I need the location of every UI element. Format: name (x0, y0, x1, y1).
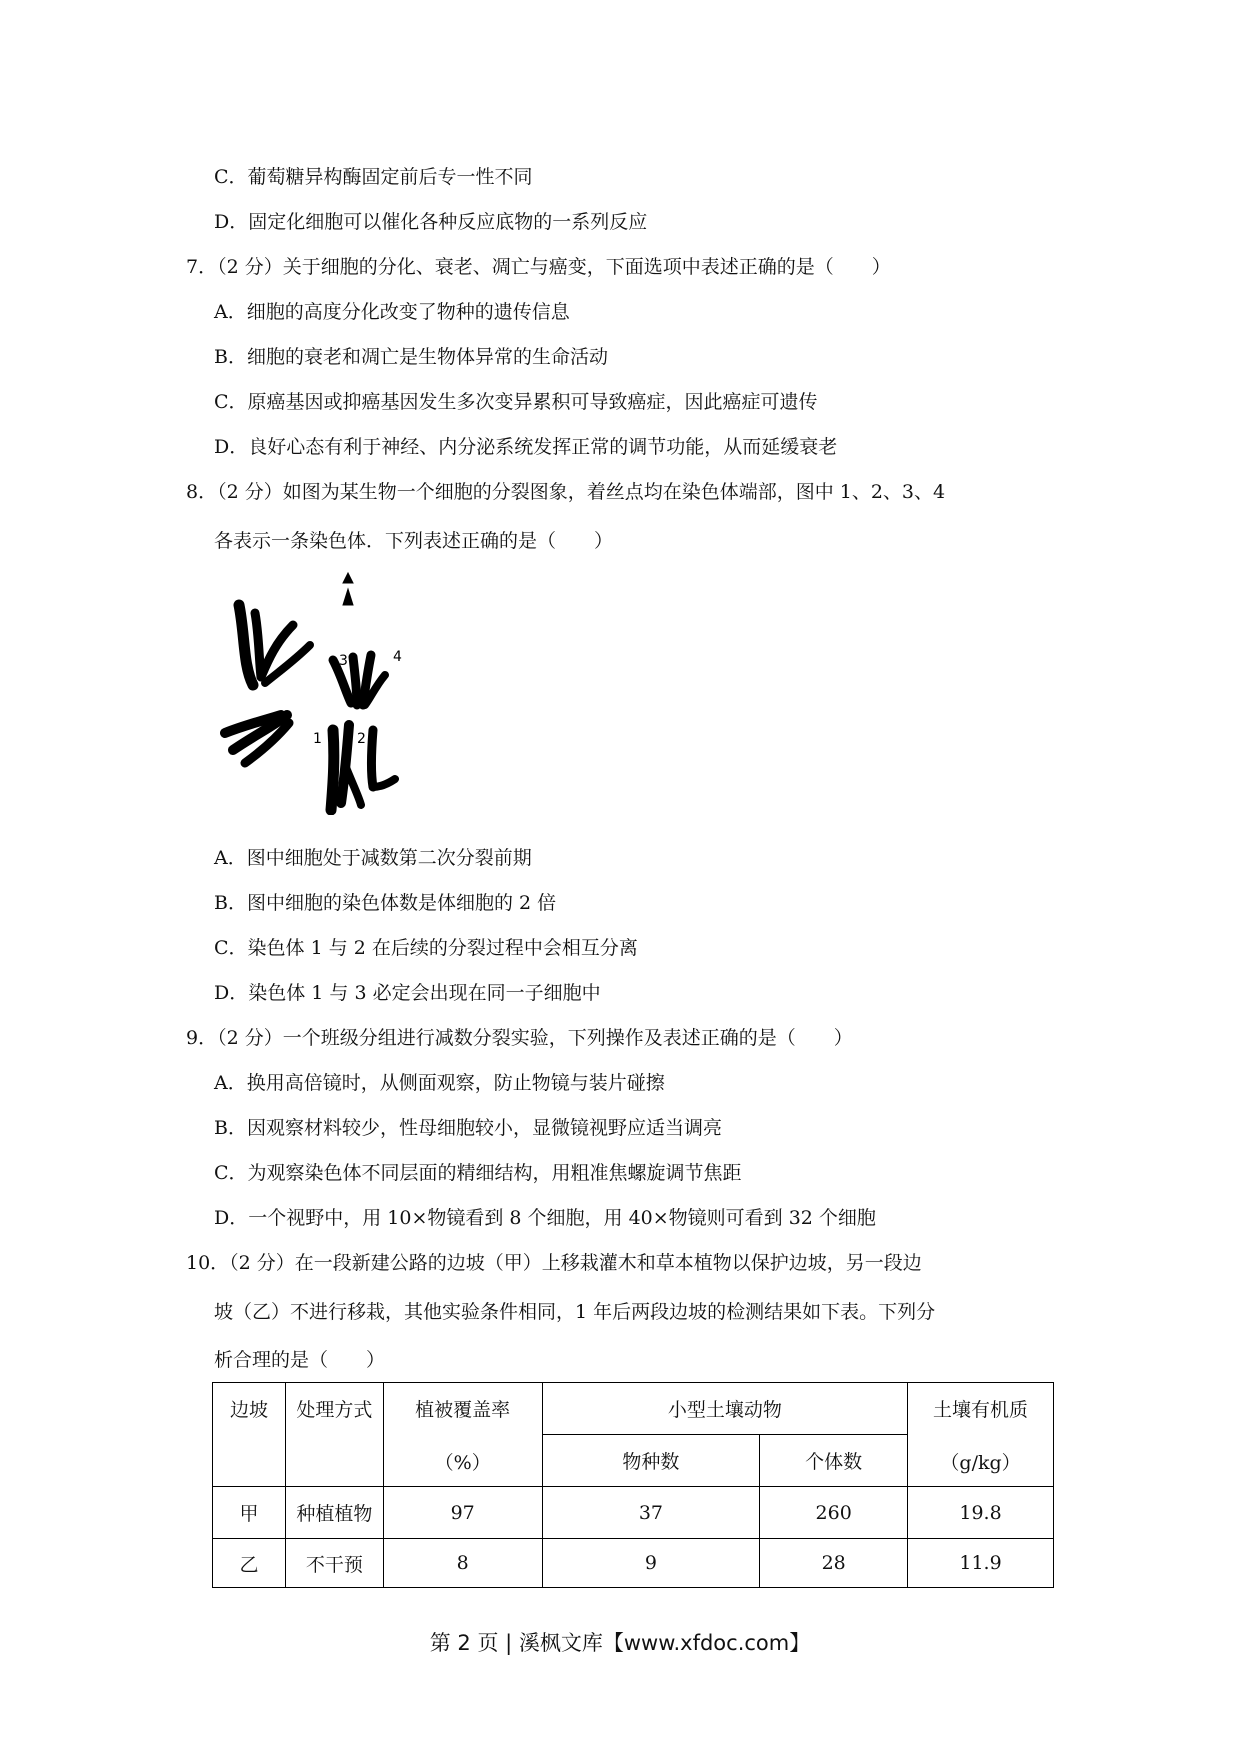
header-method: 处理方式 (285, 1383, 383, 1487)
cell-method: 种植植物 (285, 1487, 383, 1539)
q10-stem-line3: 析合理的是（ ） (214, 1349, 386, 1371)
q7-option-c: C．原癌基因或抑癌基因发生多次变异累积可导致癌症，因此癌症可遗传 (214, 391, 818, 413)
header-cover-label: 植被覆盖率 (415, 1399, 511, 1421)
header-soil-animals: 小型土壤动物 (542, 1383, 907, 1435)
cell-slope: 甲 (213, 1487, 286, 1539)
q9-option-a: A．换用高倍镜时，从侧面观察，防止物镜与装片碰擦 (214, 1072, 665, 1094)
q9-option-d: D．一个视野中，用 10×物镜看到 8 个细胞，用 40×物镜则可看到 32 个细胞 (214, 1207, 876, 1229)
header-organic-label: 土壤有机质 (933, 1399, 1029, 1421)
chromosome-label-4: 4 (393, 649, 402, 665)
q9-stem: 9．（2 分）一个班级分组进行减数分裂实验，下列操作及表述正确的是（ ） (186, 1027, 853, 1049)
table-row (213, 1539, 1054, 1588)
q9-option-c: C．为观察染色体不同层面的精细结构，用粗准焦螺旋调节焦距 (214, 1162, 742, 1184)
cell-method: 不干预 (285, 1539, 383, 1588)
table-row (213, 1487, 1054, 1539)
cell-organic: 11.9 (908, 1539, 1054, 1588)
cell-individuals: 260 (760, 1487, 908, 1539)
q8-stem-line1: 8．（2 分）如图为某生物一个细胞的分裂图象，着丝点均在染色体端部，图中 1、2、3、4 (186, 481, 946, 503)
cell-cover: 8 (383, 1539, 542, 1588)
q10-stem-line2: 坡（乙）不进行移栽，其他实验条件相同，1 年后两段边坡的检测结果如下表。下列分 (214, 1301, 936, 1323)
cell-individuals: 28 (760, 1539, 908, 1588)
cell-slope: 乙 (213, 1539, 286, 1588)
chromosome-label-1: 1 (313, 731, 322, 747)
header-individuals: 个体数 (760, 1435, 908, 1487)
q8-option-b: B．图中细胞的染色体数是体细胞的 2 倍 (214, 892, 557, 914)
q8-option-c: C．染色体 1 与 2 在后续的分裂过程中会相互分离 (214, 937, 638, 959)
cell-cover: 97 (383, 1487, 542, 1539)
q8-stem-line2: 各表示一条染色体．下列表述正确的是（ ） (214, 530, 614, 552)
cell-organic: 19.8 (908, 1487, 1054, 1539)
q7-stem: 7．（2 分）关于细胞的分化、衰老、凋亡与癌变，下面选项中表述正确的是（ ） (186, 256, 891, 278)
header-species: 物种数 (542, 1435, 760, 1487)
q6-option-d: D．固定化细胞可以催化各种反应底物的一系列反应 (214, 211, 648, 233)
chromosome-label-2: 2 (357, 731, 366, 747)
chromosome-label-3: 3 (339, 653, 348, 669)
q10-stem-line1: 10．（2 分）在一段新建公路的边坡（甲）上移栽灌木和草本植物以保护边坡，另一段边 (186, 1252, 922, 1274)
page-footer: 第 2 页 | 溪枫文库【www.xfdoc.com】 (429, 1631, 811, 1655)
header-organic (908, 1383, 1054, 1487)
q7-option-d: D．良好心态有利于神经、内分泌系统发挥正常的调节功能，从而延缓衰老 (214, 436, 838, 458)
q7-option-b: B．细胞的衰老和凋亡是生物体异常的生命活动 (214, 346, 608, 368)
q6-option-c: C．葡萄糖异构酶固定前后专一性不同 (214, 166, 533, 188)
q8-option-a: A．图中细胞处于减数第二次分裂前期 (214, 847, 532, 869)
q9-option-b: B．因观察材料较少，性母细胞较小，显微镜视野应适当调亮 (214, 1117, 722, 1139)
chromosome-figure (215, 565, 415, 815)
q8-option-d: D．染色体 1 与 3 必定会出现在同一子细胞中 (214, 982, 601, 1004)
header-organic-unit: （g/kg） (940, 1452, 1021, 1474)
q7-option-a: A．细胞的高度分化改变了物种的遗传信息 (214, 301, 570, 323)
header-slope: 边坡 (213, 1383, 286, 1487)
cell-species: 9 (542, 1539, 760, 1588)
header-cover-unit: （%） (434, 1452, 491, 1474)
cell-species: 37 (542, 1487, 760, 1539)
results-table (212, 1382, 1054, 1588)
header-cover (383, 1383, 542, 1487)
